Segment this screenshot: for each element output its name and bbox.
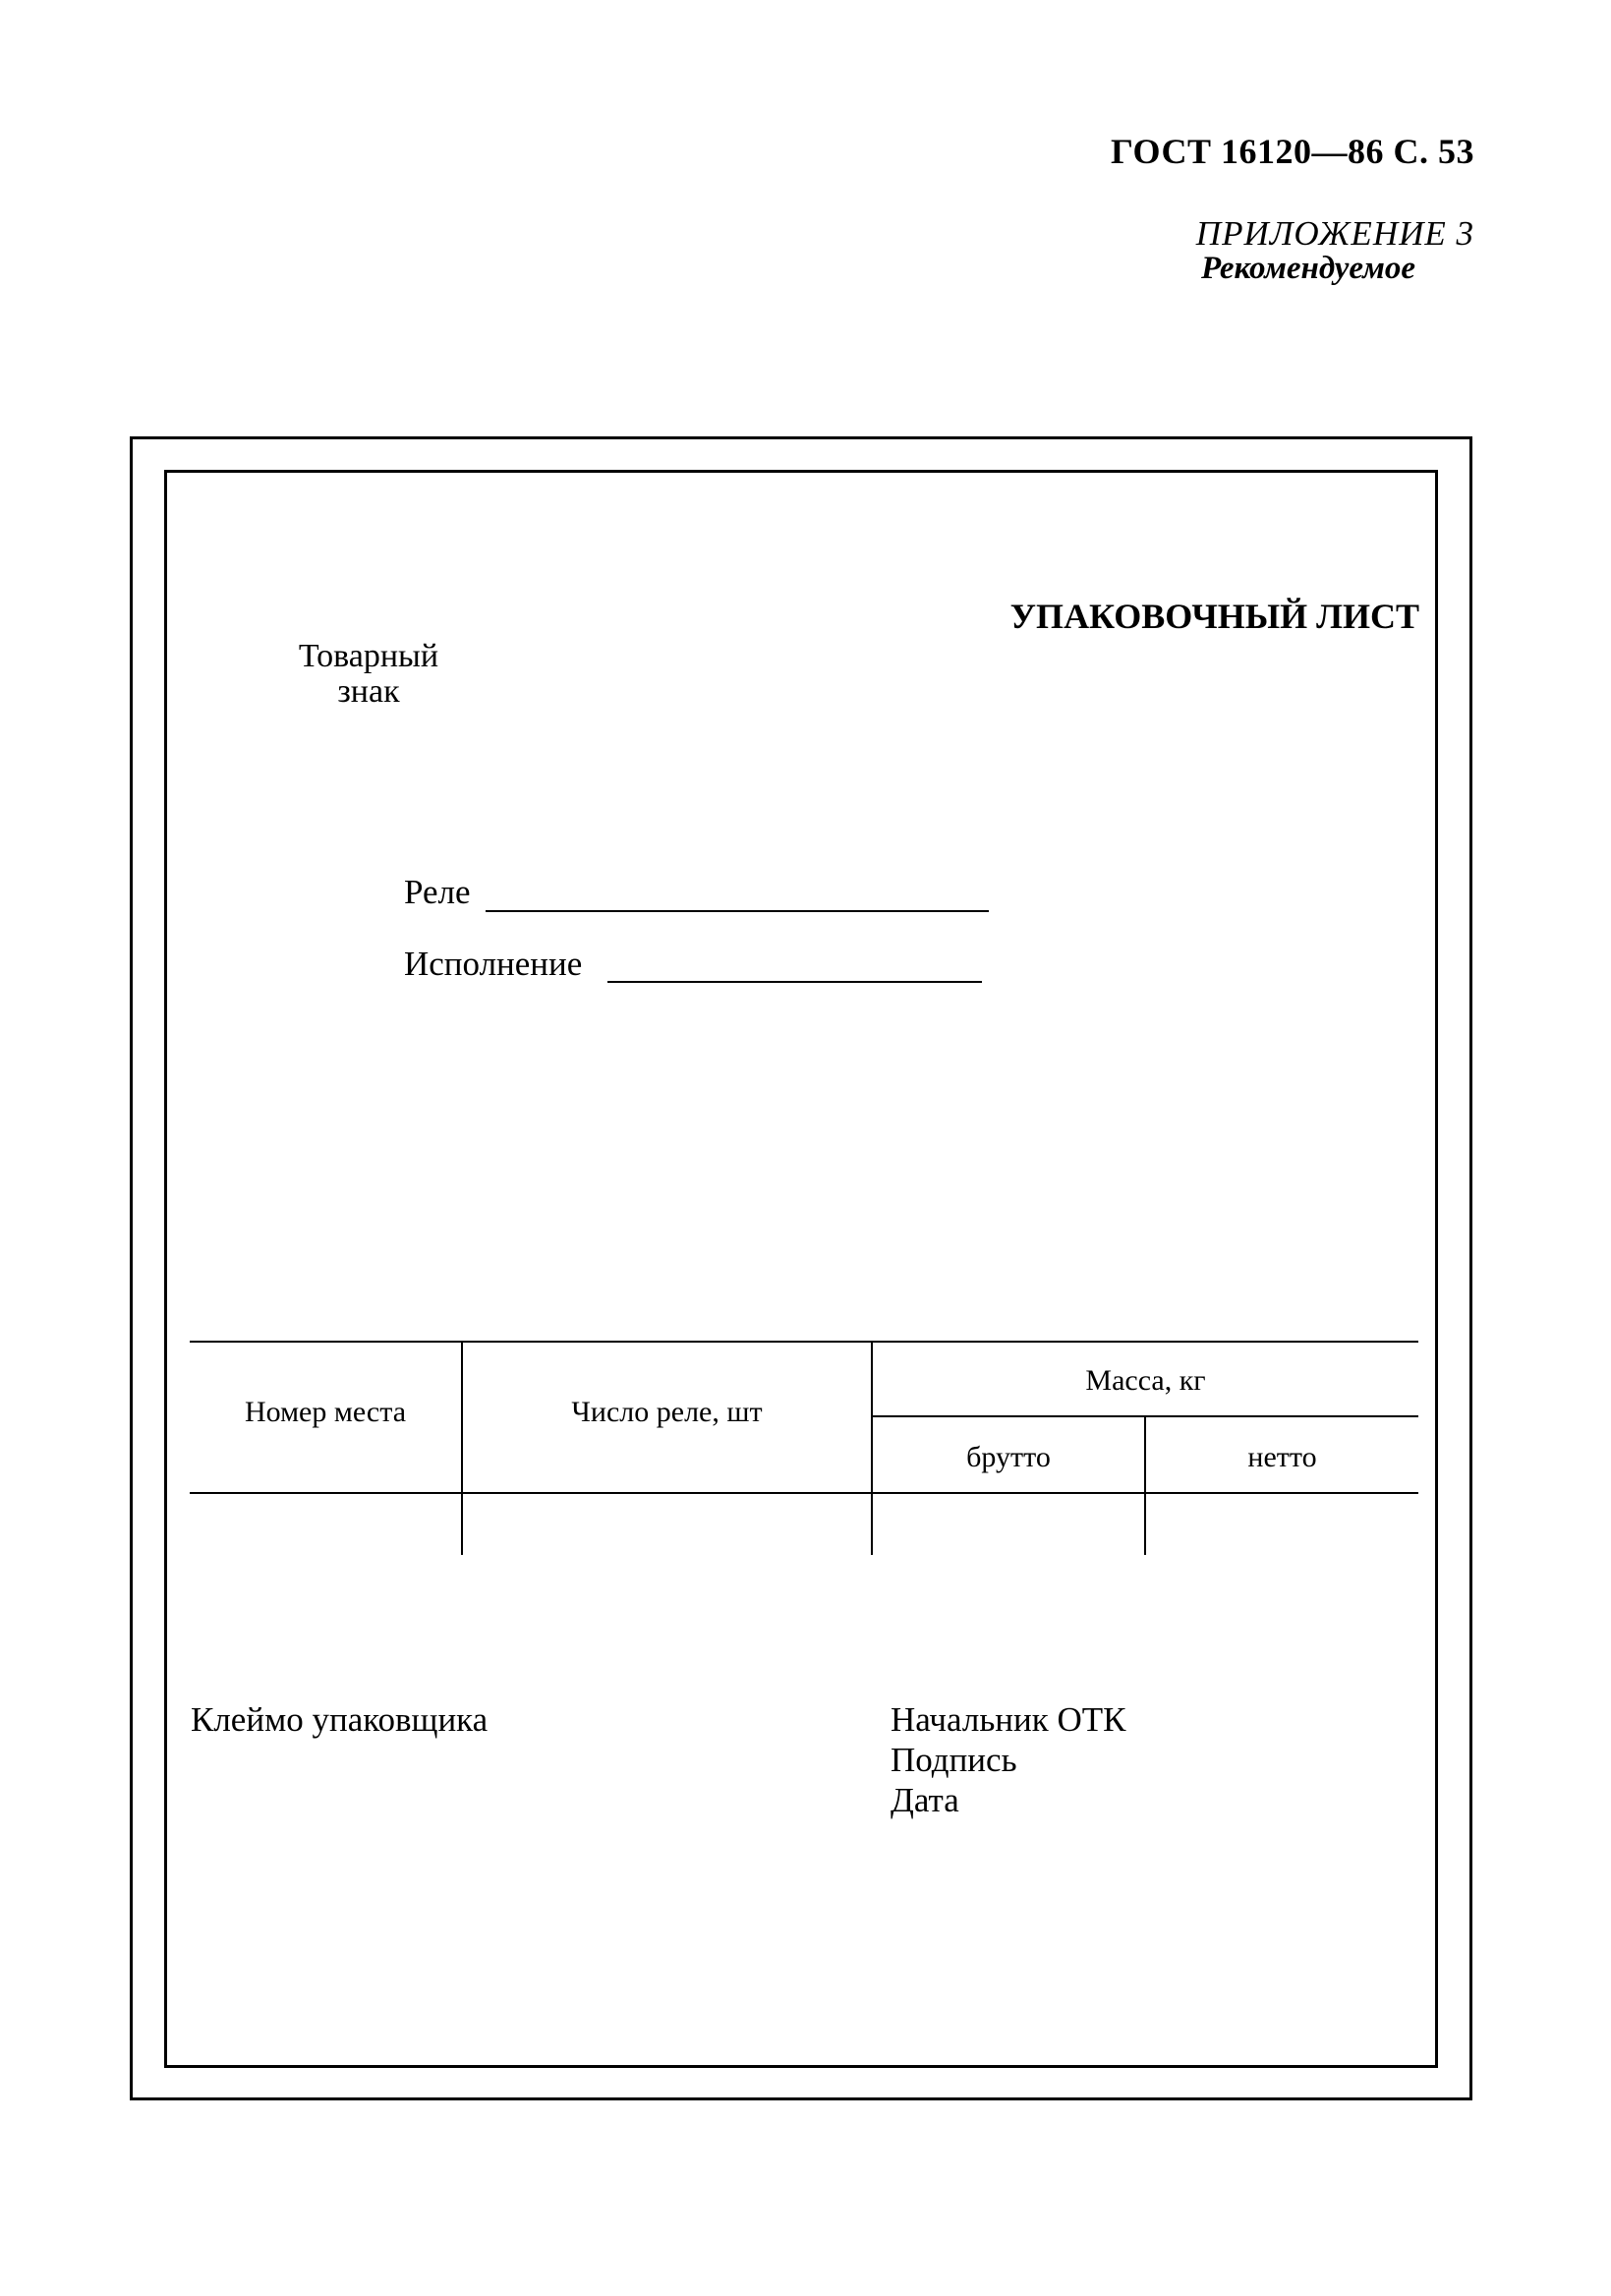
- table-top-border: [190, 1341, 1418, 1343]
- appendix-title: ПРИЛОЖЕНИЕ 3: [1195, 214, 1474, 253]
- version-label: Исполнение: [404, 945, 583, 983]
- packer-stamp-label: Клеймо упаковщика: [191, 1700, 489, 1739]
- appendix-status: Рекомендуемое: [1200, 251, 1415, 286]
- cell-net[interactable]: [1146, 1494, 1418, 1555]
- cell-gross[interactable]: [873, 1494, 1144, 1555]
- gost-reference: ГОСТ 16120—86 С. 53: [1111, 132, 1474, 171]
- col-header-mass: Масса, кг: [1085, 1364, 1206, 1397]
- col-header-net: нетто: [1247, 1441, 1317, 1473]
- relay-field[interactable]: [486, 910, 989, 912]
- col-header-relay-count: Число реле, шт: [571, 1396, 763, 1428]
- trademark-label-line2: знак: [337, 673, 400, 710]
- signature-block: [891, 1699, 1126, 1820]
- col-header-place-number: Номер места: [244, 1396, 407, 1428]
- cell-relay-count[interactable]: [463, 1494, 871, 1555]
- qc-head-label: Начальник ОТК: [891, 1700, 1126, 1739]
- cell-place-number[interactable]: [190, 1494, 461, 1555]
- trademark-area: [246, 639, 491, 710]
- relay-label: Реле: [404, 873, 471, 911]
- packing-list-title: УПАКОВОЧНЫЙ ЛИСТ: [1009, 597, 1419, 636]
- mass-table: [190, 1341, 1418, 1559]
- trademark-label-line1: Товарный: [298, 638, 439, 674]
- date-label: Дата: [891, 1781, 959, 1819]
- version-field[interactable]: [607, 981, 982, 983]
- col-header-gross: брутто: [966, 1441, 1051, 1473]
- signature-label: Подпись: [891, 1741, 1017, 1779]
